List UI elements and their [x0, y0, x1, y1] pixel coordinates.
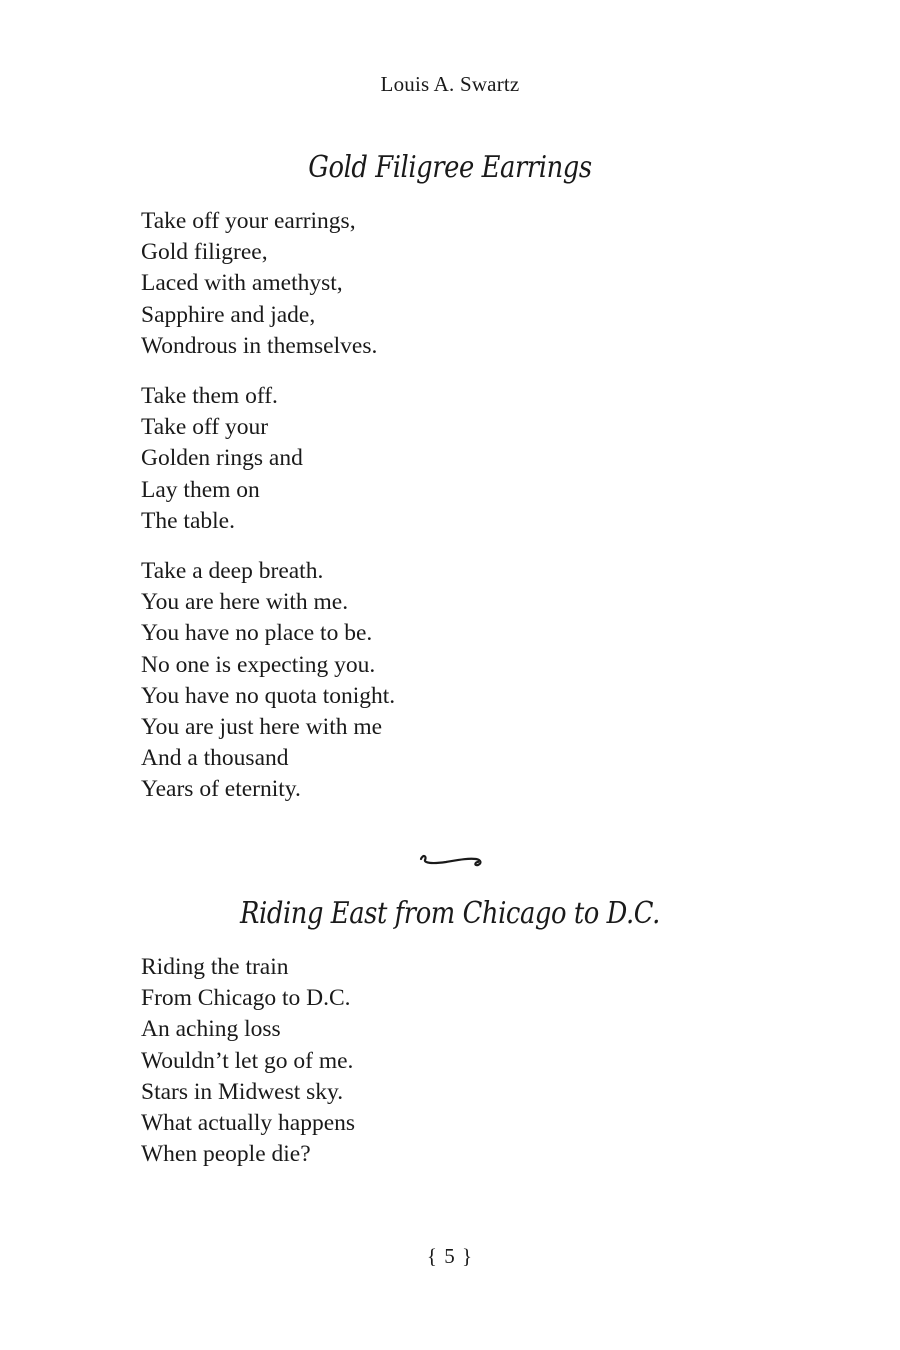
poem-line: The table.: [141, 507, 235, 534]
poem-title: Riding East from Chicago to D.C.: [240, 896, 660, 931]
poem-line: Riding the train: [141, 954, 289, 980]
poem-line: Wondrous in themselves.: [141, 332, 378, 359]
stanza: [141, 556, 761, 806]
stanza: [141, 381, 761, 537]
poem-line: Take them off.: [141, 383, 278, 409]
stanza: [141, 206, 761, 362]
poem-line: Take off your earrings,: [141, 208, 356, 234]
swash-ornament-icon: [418, 850, 484, 872]
poem-line: You are just here with me: [141, 714, 383, 741]
poem-line: You are here with me.: [141, 589, 349, 616]
poem-line: Stars in Midwest sky.: [141, 1078, 344, 1105]
poem-line: Take a deep breath.: [141, 558, 324, 584]
poem-line: Years of eternity.: [141, 776, 301, 803]
poem-line: Take off your: [141, 414, 269, 441]
poem-line: Gold filigree,: [141, 239, 268, 266]
poem-line: Sapphire and jade,: [141, 301, 316, 328]
poem-line: Laced with amethyst,: [141, 270, 343, 297]
running-head-author: Louis A. Swartz: [380, 72, 520, 96]
poem-line: When people die?: [141, 1141, 311, 1168]
poem-line: Lay them on: [141, 476, 260, 503]
poem-line: Wouldn’t let go of me.: [141, 1047, 354, 1074]
poem-line: No one is expecting you.: [141, 651, 376, 678]
poem-line: From Chicago to D.C.: [141, 985, 351, 1012]
stanza: [141, 952, 761, 1170]
poem-line: You have no quota tonight.: [141, 682, 396, 709]
poem-title: Gold Filigree Earrings: [308, 150, 592, 185]
poem-line: Golden rings and: [141, 445, 303, 472]
poem-line: An aching loss: [141, 1016, 281, 1043]
page-number: { 5 }: [426, 1244, 474, 1268]
poem-line: What actually happens: [141, 1110, 356, 1137]
poem-line: You have no place to be.: [141, 620, 373, 647]
poem-line: And a thousand: [141, 745, 289, 772]
